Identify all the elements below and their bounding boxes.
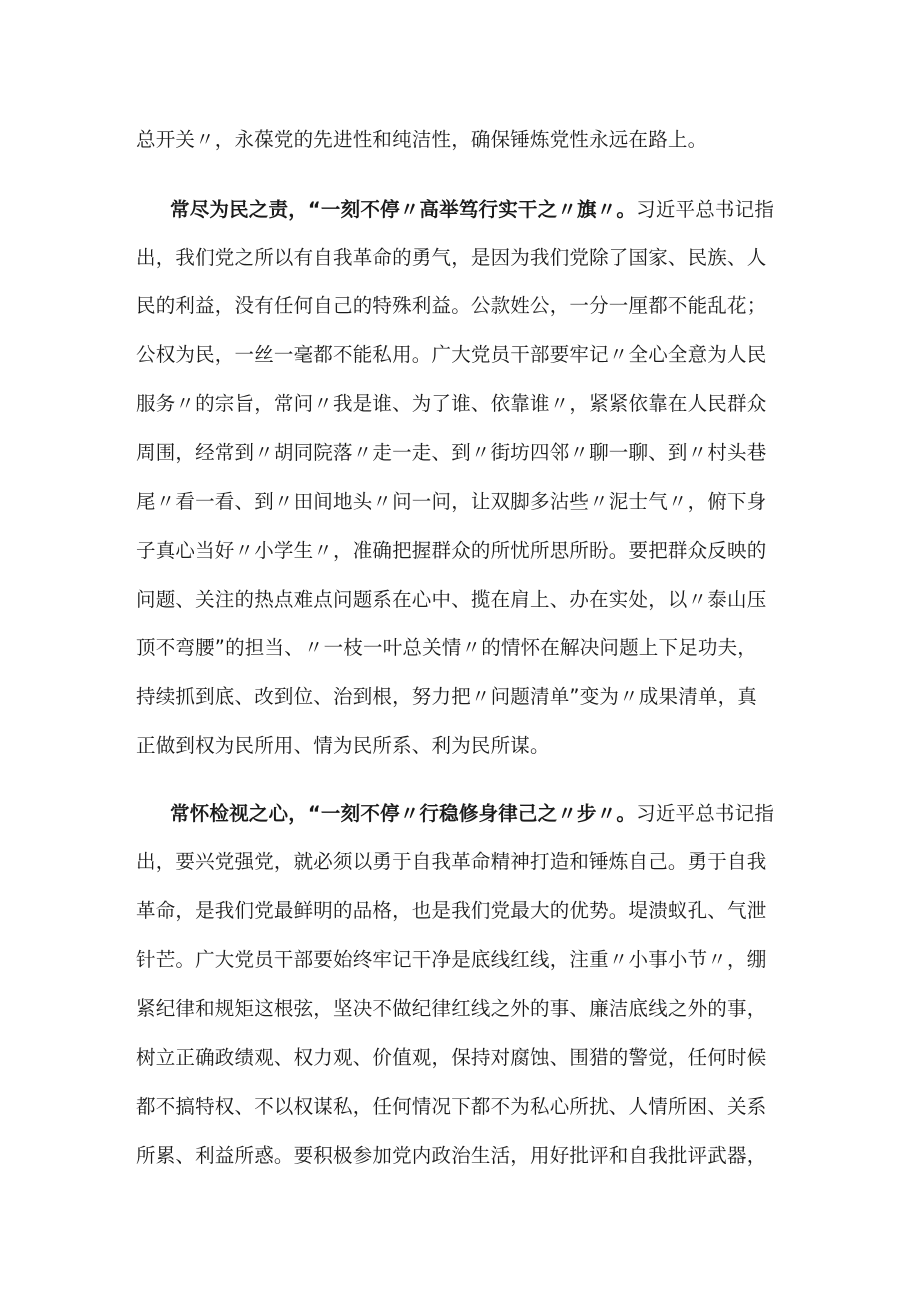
paragraph-2-line-10: 顶不弯腰”的担当、〃一枝一叶总关情〃的情怀在解决问题上下足功夫， xyxy=(136,636,758,659)
paragraph-2-line-6: 周围，经常到〃胡同院落〃走一走、到〃街坊四邻〃聊一聊、到〃村头巷 xyxy=(136,441,767,464)
paragraph-1-line-1: 总开关〃，永葆党的先进性和纯洁性，确保锤炼党性永远在路上。 xyxy=(136,128,708,151)
paragraph-2-line-3: 民的利益，没有任何自己的特殊利益。公款姓公，一分一厘都不能乱花； xyxy=(136,294,767,317)
paragraph-2-lead: 常尽为民之责，“一刻不停〃高举笃行实干之〃旗〃。 xyxy=(170,198,637,221)
paragraph-2-line-7: 尾〃看一看、到〃田间地头〃问一问，让双脚多沾些〃泥士气〃，俯下身 xyxy=(136,490,767,513)
paragraph-3-line-6: 树立正确政绩观、权力观、价值观，保持对腐蚀、围猎的警觉，任何时候 xyxy=(136,1046,767,1069)
paragraph-3-line-7: 都不搞特权、不以权谋私，任何情况下都不为私心所扰、人情所困、关系 xyxy=(136,1095,767,1118)
paragraph-3-line-5: 紧纪律和规矩这根弦，坚决不做纪律红线之外的事、廉洁底线之外的事， xyxy=(136,997,767,1020)
paragraph-2-line-12: 正做到权为民所用、情为民所系、利为民所谋。 xyxy=(136,734,550,757)
paragraph-2-line-4: 公权为民，一丝一毫都不能私用。广大党员干部要牢记〃全心全意为人民 xyxy=(136,343,767,366)
paragraph-3-first-line-rest: 习近平总书记指 xyxy=(636,802,775,825)
paragraph-2-line-2: 出，我们党之所以有自我革命的勇气，是因为我们党除了国家、民族、人 xyxy=(136,246,767,269)
paragraph-2-line-5: 服务〃的宗旨，常问〃我是谁、为了谁、依靠谁〃，紧紧依靠在人民群众 xyxy=(136,392,767,415)
paragraph-3-line-3: 革命，是我们党最鲜明的品格，也是我们党最大的优势。堤溃蚁孔、气泄 xyxy=(136,899,767,922)
paragraph-3-first-line xyxy=(170,799,788,829)
paragraph-3-line-4: 针芒。广大党员干部要始终牢记干净是底线红线，注重〃小事小节〃，绷 xyxy=(136,948,767,971)
paragraph-2-first-line xyxy=(170,195,788,225)
paragraph-3-line-8: 所累、利益所惑。要积极参加党内政治生活，用好批评和自我批评武器， xyxy=(136,1144,767,1167)
paragraph-3-lead: 常怀检视之心，“一刻不停〃行稳修身律己之〃步〃。 xyxy=(170,802,637,825)
paragraph-2-line-9: 问题、关注的热点难点问题系在心中、揽在肩上、办在实处，以〃泰山压 xyxy=(136,588,767,611)
paragraph-2-line-11: 持续抓到底、改到位、治到根，努力把〃问题清单”变为〃成果清单，真 xyxy=(136,685,758,708)
paragraph-3-line-2: 出，要兴党强党，就必须以勇于自我革命精神打造和锤炼自己。勇于自我 xyxy=(136,850,767,873)
paragraph-2-line-8: 子真心当好〃小学生〃，准确把握群众的所忧所思所盼。要把群众反映的 xyxy=(136,539,767,562)
paragraph-2-first-line-rest: 习近平总书记指 xyxy=(636,198,775,221)
